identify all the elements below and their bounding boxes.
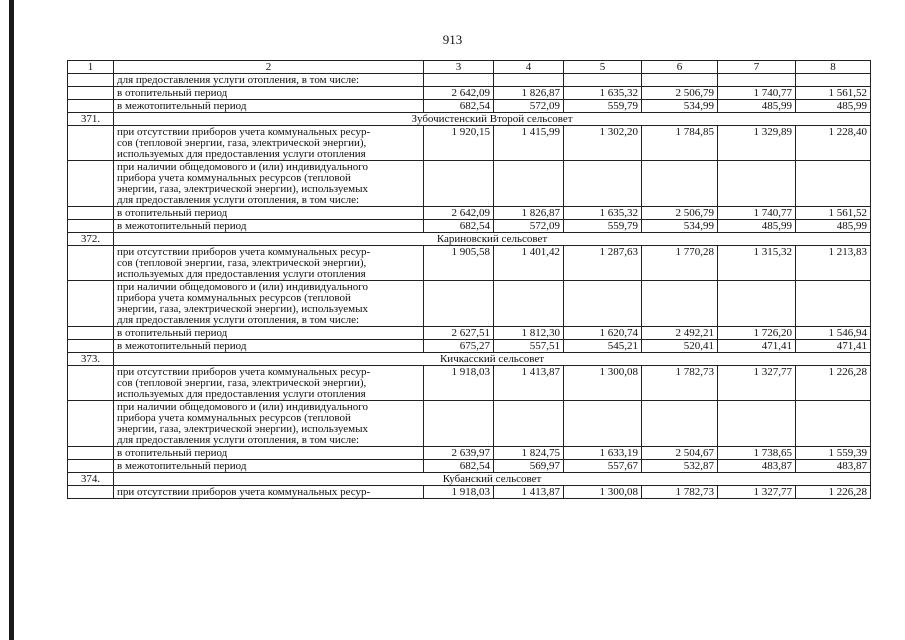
scan-edge-bar [9, 0, 14, 640]
table-row [68, 220, 871, 233]
value-cell: 1 740,77 [718, 87, 796, 100]
section-row [68, 353, 871, 366]
table-row [68, 366, 871, 401]
value-cell: 1 905,58 [424, 246, 494, 281]
table-row [68, 447, 871, 460]
header-cell: 3 [424, 61, 494, 74]
row-label: в отопительный период [114, 447, 424, 460]
value-cell [494, 161, 564, 207]
value-cell: 572,09 [494, 220, 564, 233]
table-row [68, 207, 871, 220]
value-cell [642, 281, 718, 327]
value-cell: 520,41 [642, 340, 718, 353]
section-number: 373. [68, 353, 114, 366]
header-cell: 8 [796, 61, 871, 74]
value-cell [564, 161, 642, 207]
value-cell: 1 546,94 [796, 327, 871, 340]
value-cell: 471,41 [718, 340, 796, 353]
value-cell [564, 74, 642, 87]
value-cell: 569,97 [494, 460, 564, 473]
section-title: Кариновский сельсовет [114, 233, 871, 246]
table-row [68, 87, 871, 100]
value-cell [718, 401, 796, 447]
value-cell: 2 639,97 [424, 447, 494, 460]
value-cell [564, 281, 642, 327]
value-cell: 1 812,30 [494, 327, 564, 340]
row-number-cell [68, 100, 114, 113]
value-cell: 1 413,87 [494, 486, 564, 499]
value-cell: 682,54 [424, 100, 494, 113]
row-label: в отопительный период [114, 207, 424, 220]
value-cell: 485,99 [718, 220, 796, 233]
value-cell: 1 226,28 [796, 486, 871, 499]
value-cell [494, 74, 564, 87]
value-cell: 483,87 [718, 460, 796, 473]
value-cell: 1 287,63 [564, 246, 642, 281]
row-number-cell [68, 486, 114, 499]
value-cell: 485,99 [796, 220, 871, 233]
table-body [68, 74, 871, 499]
value-cell: 559,79 [564, 100, 642, 113]
table-row [68, 401, 871, 447]
value-cell [494, 281, 564, 327]
row-number-cell [68, 366, 114, 401]
row-label: для предоставления услуги отопления, в том числе: [114, 74, 424, 87]
row-label: при наличии общедомового и (или) индивидуального прибора учета коммунальных ресурсов (тепловой энергии, газа, электрической энергии), используемых для предоставления услуги отопления, в том числе: [114, 161, 424, 207]
value-cell: 1 415,99 [494, 126, 564, 161]
value-cell: 1 918,03 [424, 366, 494, 401]
value-cell [642, 401, 718, 447]
page-number: 913 [442, 32, 463, 47]
section-title: Кубанский сельсовет [114, 473, 871, 486]
section-title: Кичкасский сельсовет [114, 353, 871, 366]
row-number-cell [68, 161, 114, 207]
table-row [68, 100, 871, 113]
value-cell: 545,21 [564, 340, 642, 353]
value-cell: 1 401,42 [494, 246, 564, 281]
value-cell [424, 281, 494, 327]
table-row [68, 340, 871, 353]
value-cell: 1 920,15 [424, 126, 494, 161]
value-cell: 1 315,32 [718, 246, 796, 281]
value-cell: 2 642,09 [424, 207, 494, 220]
value-cell [424, 161, 494, 207]
header-cell: 5 [564, 61, 642, 74]
row-label: при отсутствии приборов учета коммунальных ресур- сов (тепловой энергии, газа, электрической энергии), используемых для предоставления услуги отопления [114, 126, 424, 161]
value-cell: 2 504,67 [642, 447, 718, 460]
header-row [68, 61, 871, 74]
value-cell: 1 226,28 [796, 366, 871, 401]
row-number-cell [68, 281, 114, 327]
section-number: 374. [68, 473, 114, 486]
row-number-cell [68, 74, 114, 87]
value-cell: 1 228,40 [796, 126, 871, 161]
value-cell: 1 826,87 [494, 207, 564, 220]
value-cell [796, 401, 871, 447]
value-cell [564, 401, 642, 447]
value-cell: 682,54 [424, 460, 494, 473]
value-cell: 2 506,79 [642, 87, 718, 100]
value-cell: 2 506,79 [642, 207, 718, 220]
row-label: при наличии общедомового и (или) индивидуального прибора учета коммунальных ресурсов (тепловой энергии, газа, электрической энергии), используемых для предоставления услуги отопления, в том числе: [114, 401, 424, 447]
table-row [68, 327, 871, 340]
table-row [68, 126, 871, 161]
value-cell: 1 740,77 [718, 207, 796, 220]
value-cell: 532,87 [642, 460, 718, 473]
row-number-cell [68, 327, 114, 340]
value-cell [424, 74, 494, 87]
row-number-cell [68, 340, 114, 353]
value-cell: 572,09 [494, 100, 564, 113]
value-cell: 1 770,28 [642, 246, 718, 281]
value-cell: 485,99 [718, 100, 796, 113]
header-cell: 7 [718, 61, 796, 74]
value-cell: 1 327,77 [718, 486, 796, 499]
value-cell: 1 726,20 [718, 327, 796, 340]
value-cell [796, 281, 871, 327]
section-row [68, 473, 871, 486]
value-cell: 1 782,73 [642, 366, 718, 401]
row-label: в отопительный период [114, 327, 424, 340]
section-number: 371. [68, 113, 114, 126]
section-row [68, 233, 871, 246]
value-cell [718, 161, 796, 207]
value-cell: 534,99 [642, 100, 718, 113]
header-cell: 4 [494, 61, 564, 74]
value-cell [796, 74, 871, 87]
table-row [68, 486, 871, 499]
value-cell [424, 401, 494, 447]
value-cell: 1 327,77 [718, 366, 796, 401]
value-cell: 1 784,85 [642, 126, 718, 161]
value-cell [718, 74, 796, 87]
value-cell: 682,54 [424, 220, 494, 233]
header-cell: 1 [68, 61, 114, 74]
value-cell [642, 74, 718, 87]
value-cell: 1 329,89 [718, 126, 796, 161]
value-cell: 534,99 [642, 220, 718, 233]
value-cell: 1 300,08 [564, 366, 642, 401]
tariff-table [67, 60, 871, 499]
value-cell: 1 213,83 [796, 246, 871, 281]
row-number-cell [68, 87, 114, 100]
row-number-cell [68, 401, 114, 447]
row-label: при наличии общедомового и (или) индивидуального прибора учета коммунальных ресурсов (тепловой энергии, газа, электрической энергии), используемых для предоставления услуги отопления, в том числе: [114, 281, 424, 327]
value-cell: 1 918,03 [424, 486, 494, 499]
value-cell: 1 413,87 [494, 366, 564, 401]
value-cell: 1 561,52 [796, 207, 871, 220]
header-cell: 6 [642, 61, 718, 74]
value-cell [642, 161, 718, 207]
row-number-cell [68, 220, 114, 233]
value-cell: 1 635,32 [564, 87, 642, 100]
value-cell: 1 302,20 [564, 126, 642, 161]
value-cell: 557,67 [564, 460, 642, 473]
row-number-cell [68, 207, 114, 220]
value-cell: 557,51 [494, 340, 564, 353]
section-number: 372. [68, 233, 114, 246]
value-cell: 2 627,51 [424, 327, 494, 340]
table-row [68, 246, 871, 281]
value-cell [718, 281, 796, 327]
row-label: при отсутствии приборов учета коммунальных ресур- сов (тепловой энергии, газа, электрической энергии), используемых для предоставления услуги отопления [114, 246, 424, 281]
row-number-cell [68, 447, 114, 460]
value-cell [494, 401, 564, 447]
table-row [68, 74, 871, 87]
row-label: в межотопительный период [114, 340, 424, 353]
value-cell: 1 633,19 [564, 447, 642, 460]
header-cell: 2 [114, 61, 424, 74]
value-cell: 1 782,73 [642, 486, 718, 499]
row-label: при отсутствии приборов учета коммунальных ресур- сов (тепловой энергии, газа, электрической энергии), используемых для предоставления услуги отопления [114, 366, 424, 401]
value-cell: 1 300,08 [564, 486, 642, 499]
row-label: в межотопительный период [114, 100, 424, 113]
section-row [68, 113, 871, 126]
value-cell: 1 738,65 [718, 447, 796, 460]
value-cell: 675,27 [424, 340, 494, 353]
table-row [68, 161, 871, 207]
value-cell: 1 824,75 [494, 447, 564, 460]
value-cell: 483,87 [796, 460, 871, 473]
value-cell: 1 635,32 [564, 207, 642, 220]
value-cell: 2 642,09 [424, 87, 494, 100]
value-cell [796, 161, 871, 207]
row-label: в отопительный период [114, 87, 424, 100]
table-row [68, 460, 871, 473]
value-cell: 471,41 [796, 340, 871, 353]
value-cell: 1 620,74 [564, 327, 642, 340]
section-title: Зубочистенский Второй сельсовет [114, 113, 871, 126]
value-cell: 1 826,87 [494, 87, 564, 100]
value-cell: 1 561,52 [796, 87, 871, 100]
value-cell: 1 559,39 [796, 447, 871, 460]
value-cell: 485,99 [796, 100, 871, 113]
row-number-cell [68, 460, 114, 473]
value-cell: 559,79 [564, 220, 642, 233]
row-label: в межотопительный период [114, 220, 424, 233]
value-cell: 2 492,21 [642, 327, 718, 340]
row-label: в межотопительный период [114, 460, 424, 473]
row-number-cell [68, 126, 114, 161]
row-number-cell [68, 246, 114, 281]
table-row [68, 281, 871, 327]
row-label: при отсутствии приборов учета коммунальных ресур- [114, 486, 424, 499]
